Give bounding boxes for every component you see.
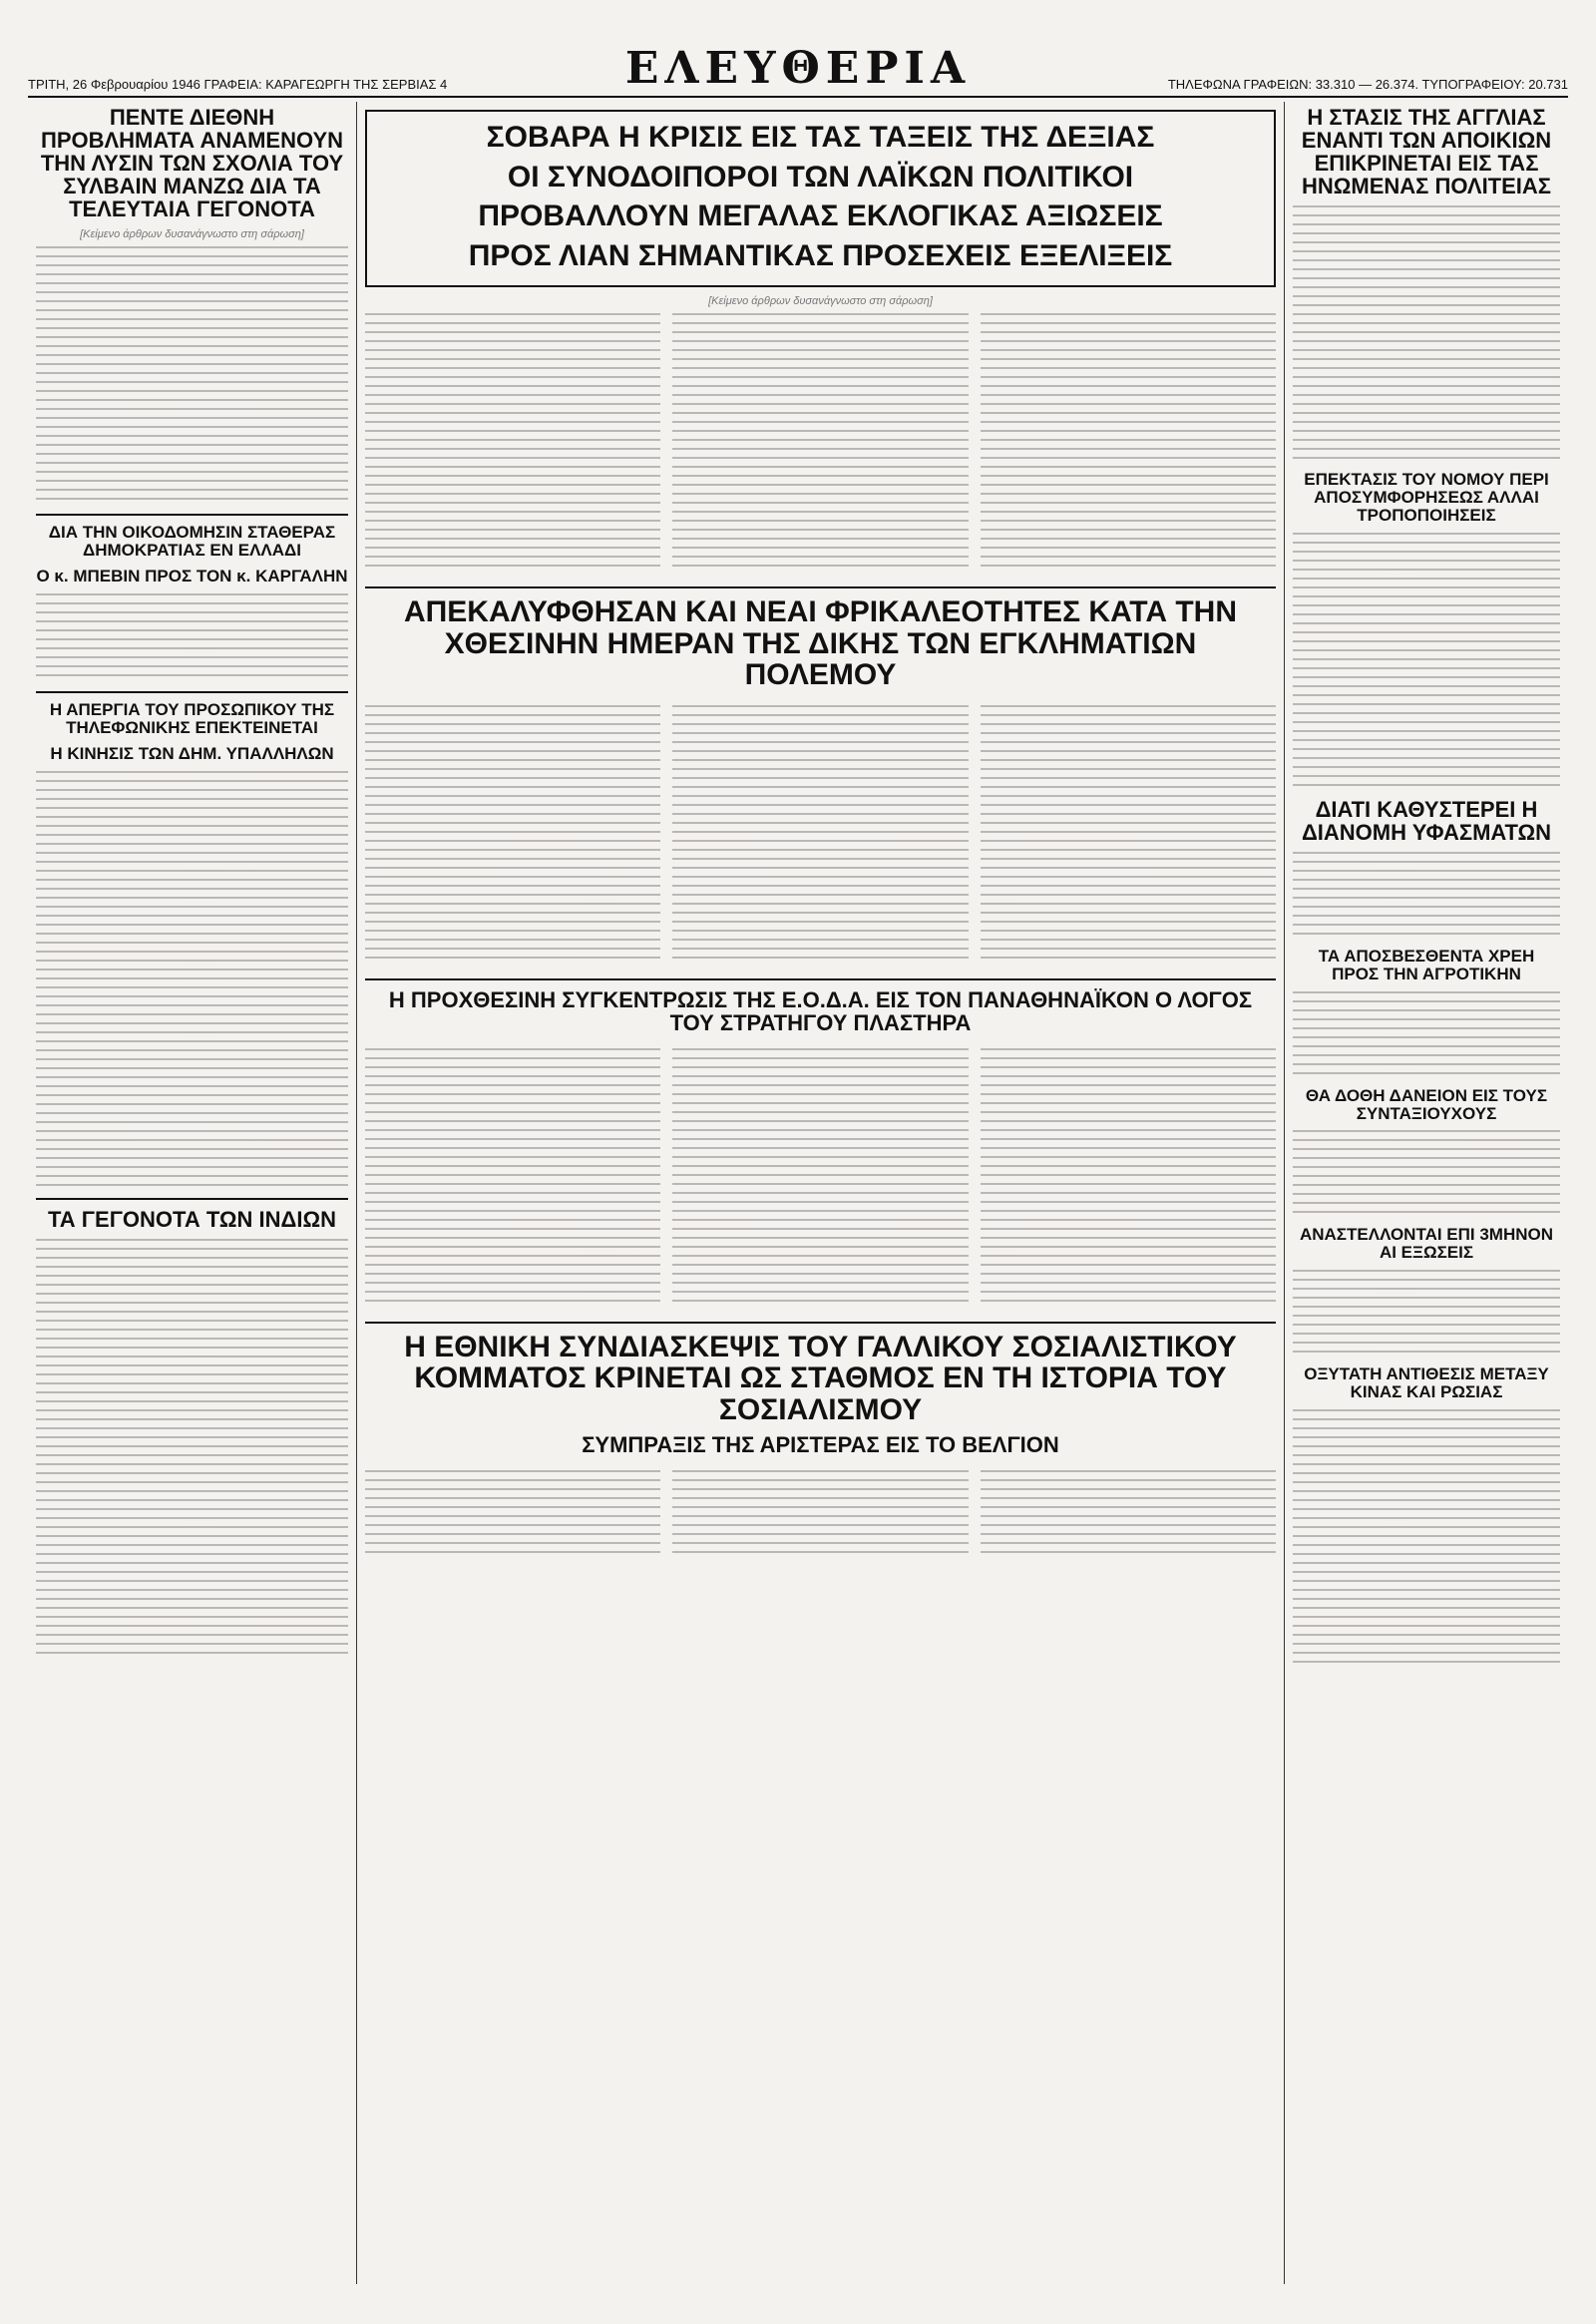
lead-headline-2: ΟΙ ΣΥΝΟΔΟΙΠΟΡΟΙ ΤΩΝ ΛΑΪΚΩΝ ΠΟΛΙΤΙΚΟΙ — [507, 160, 1134, 194]
headline-war-trials: ΑΠΕΚΑΛΥΦΘΗΣΑΝ ΚΑΙ ΝΕΑΙ ΦΡΙΚΑΛΕΟΤΗΤΕΣ ΚΑΤΑ ΤΗΝ ΧΘΕΣΙΝΗΝ ΗΜΕΡΑΝ ΤΗΣ ΔΙΚΗΣ ΤΩΝ ΕΓΚΛΗΜΑΤΙΩΝ ΠΟΛΕΜΟΥ — [403, 595, 1238, 691]
headline-col1-3b: Η ΚΙΝΗΣΙΣ ΤΩΝ ΔΗΜ. ΥΠΑΛΛΗΛΩΝ — [50, 743, 334, 763]
headline-col1-3: Η ΑΠΕΡΓΙΑ ΤΟΥ ΠΡΟΣΩΠΙΚΟΥ ΤΗΣ ΤΗΛΕΦΩΝΙΚΗΣ ΕΠΕΚΤΕΙΝΕΤΑΙ — [49, 700, 335, 737]
column-center: ΣΟΒΑΡΑ Η ΚΡΙΣΙΣ ΕΙΣ ΤΑΣ ΤΑΞΕΙΣ ΤΗΣ ΔΕΞΙΑΣ ΟΙ ΣΥΝΟΔΟΙΠΟΡΟΙ ΤΩΝ ΛΑΪΚΩΝ ΠΟΛΙΤΙΚΟΙ ΠΡΟΒΑΛΛΟΥΝ ΜΕΓΑΛΑΣ ΕΚΛΟΓΙΚΑΣ ΑΞΙΩΣΕΙΣ ΠΡΟΣ ΛΙΑΝ ΣΗΜΑΝΤΙΚΑΣ ΠΡΟΣΕΧΕΙΣ ΕΞΕΛΙΞΕΙΣ [Κείμενο άρθρων δυσανάγνωστο στη σάρωση] ΑΠΕΚΑΛΥΦΘΗΣΑΝ ΚΑΙ ΝΕΑΙ ΦΡΙΚΑΛΕΟΤΗΤΕΣ ΚΑΤΑ ΤΗΝ ΧΘΕΣΙΝΗΝ ΗΜΕΡΑΝ ΤΗΣ ΔΙΚΗΣ ΤΩΝ ΕΓΚΛΗΜΑΤΙΩΝ ΠΟΛΕΜΟΥ Η ΠΡΟΧΘΕΣΙΝΗ ΣΥΓΚΕΝΤΡΩΣΙΣ ΤΗΣ Ε.Ο.Δ.Α. ΕΙΣ ΤΟΝ ΠΑΝΑΘΗΝΑΪΚΟΝ Ο ΛΟΓΟΣ ΤΟΥ ΣΤΡΑΤΗΓΟΥ ΠΛΑΣΤΗΡΑ Η ΕΘΝΙΚΗ ΣΥΝΔΙΑΣΚΕΨΙΣ ΤΟΥ ΓΑΛΛΙΚΟΥ ΣΟΣΙΑΛΙΣΤΙΚΟΥ ΚΟΜΜΑΤΟΣ ΚΡΙΝΕΤΑΙ ΩΣ ΣΤΑΘΜΟΣ ΕΝ ΤΗ ΙΣΤΟΡΙΑ ΤΟΥ ΣΟΣΙΑΛΙΣΜΟΥ ΣΥΜΠΡΑΞΙΣ ΤΗΣ ΑΡΙΣΤΕΡΑΣ ΕΙΣ ΤΟ ΒΕΛΓΙΟΝ — [357, 102, 1285, 2284]
headline-col3-2: ΕΠΕΚΤΑΣΙΣ ΤΟΥ ΝΟΜΟΥ ΠΕΡΙ ΑΠΟΣΥΜΦΟΡΗΣΕΩΣ ΑΛΛΑΙ ΤΡΟΠΟΠΟΙΗΣΕΙΣ — [1304, 470, 1549, 526]
masthead-date: ΤΡΙΤΗ, 26 Φεβρουαρίου 1946 ΓΡΑΦΕΙΑ: ΚΑΡΑΓΕΩΡΓΗ ΤΗΣ ΣΕΡΒΙΑΣ 4 — [28, 77, 448, 92]
lead-headline-4: ΠΡΟΣ ΛΙΑΝ ΣΗΜΑΝΤΙΚΑΣ ΠΡΟΣΕΧΕΙΣ ΕΞΕΛΙΞΕΙΣ — [468, 238, 1173, 272]
headline-belgium: ΣΥΜΠΡΑΞΙΣ ΤΗΣ ΑΡΙΣΤΕΡΑΣ ΕΙΣ ΤΟ ΒΕΛΓΙΟΝ — [582, 1432, 1059, 1458]
headline-col3-1: Η ΣΤΑΣΙΣ ΤΗΣ ΑΓΓΛΙΑΣ ΕΝΑΝΤΙ ΤΩΝ ΑΠΟΙΚΙΩΝ ΕΠΙΚΡΙΝΕΤΑΙ ΕΙΣ ΤΑΣ ΗΝΩΜΕΝΑΣ ΠΟΛΙΤΕΙΑΣ — [1301, 105, 1552, 199]
headline-col3-7: ΟΞΥΤΑΤΗ ΑΝΤΙΘΕΣΙΣ ΜΕΤΑΞΥ ΚΙΝΑΣ ΚΑΙ ΡΩΣΙΑΣ — [1304, 1364, 1549, 1401]
masthead — [28, 43, 1568, 98]
headline-col1-2b: Ο κ. ΜΠΕΒΙΝ ΠΡΟΣ ΤΟΝ κ. ΚΑΡΓΑΛΗΝ — [36, 567, 348, 586]
newspaper-title: ΕΛΕΥΘΕΡΙΑ — [624, 43, 972, 94]
headline-col3-3: ΔΙΑΤΙ ΚΑΘΥΣΤΕΡΕΙ Η ΔΙΑΝΟΜΗ ΥΦΑΣΜΑΤΩΝ — [1301, 796, 1552, 845]
headline-col1-1: ΠΕΝΤΕ ΔΙΕΘΝΗ ΠΡΟΒΛΗΜΑΤΑ ΑΝΑΜΕΝΟΥΝ ΤΗΝ ΛΥΣΙΝ ΤΩΝ ΣΧΟΛΙΑ ΤΟΥ ΣΥΛΒΑΙΝ ΜΑΝΖΩ ΔΙΑ ΤΑ ΤΕΛΕΥΤΑΙΑ ΓΕΓΟΝΟΤΑ — [40, 105, 344, 222]
lead-headline-1: ΣΟΒΑΡΑ Η ΚΡΙΣΙΣ ΕΙΣ ΤΑΣ ΤΑΞΕΙΣ ΤΗΣ ΔΕΞΙΑΣ — [486, 121, 1155, 154]
column-right — [1285, 102, 1568, 2284]
headline-plastiras: Η ΠΡΟΧΘΕΣΙΝΗ ΣΥΓΚΕΝΤΡΩΣΙΣ ΤΗΣ Ε.Ο.Δ.Α. ΕΙΣ ΤΟΝ ΠΑΝΑΘΗΝΑΪΚΟΝ Ο ΛΟΓΟΣ ΤΟΥ ΣΤΡΑΤΗΓΟΥ ΠΛΑΣΤΗΡΑ — [388, 986, 1253, 1035]
headline-col3-5: ΘΑ ΔΟΘΗ ΔΑΝΕΙΟΝ ΕΙΣ ΤΟΥΣ ΣΥΝΤΑΞΙΟΥΧΟΥΣ — [1305, 1085, 1548, 1123]
headline-french-socialists: Η ΕΘΝΙΚΗ ΣΥΝΔΙΑΣΚΕΨΙΣ ΤΟΥ ΓΑΛΛΙΚΟΥ ΣΟΣΙΑΛΙΣΤΙΚΟΥ ΚΟΜΜΑΤΟΣ ΚΡΙΝΕΤΑΙ ΩΣ ΣΤΑΘΜΟΣ ΕΝ ΤΗ ΙΣΤΟΡΙΑ ΤΟΥ ΣΟΣΙΑΛΙΣΜΟΥ — [404, 1330, 1237, 1426]
headline-col1-4: ΤΑ ΓΕΓΟΝΟΤΑ ΤΩΝ ΙΝΔΙΩΝ — [48, 1206, 336, 1232]
masthead-phones: ΤΗΛΕΦΩΝΑ ΓΡΑΦΕΙΩΝ: 33.310 — 26.374. ΤΥΠΟΓΡΑΦΕΙΟΥ: 20.731 — [1167, 77, 1568, 92]
headline-col3-4: ΤΑ ΑΠΟΣΒΕΣΘΕΝΤΑ ΧΡΕΗ ΠΡΟΣ ΤΗΝ ΑΓΡΟΤΙΚΗΝ — [1318, 947, 1535, 983]
lead-headline-3: ΠΡΟΒΑΛΛΟΥΝ ΜΕΓΑΛΑΣ ΕΚΛΟΓΙΚΑΣ ΑΞΙΩΣΕΙΣ — [478, 199, 1163, 232]
headline-col3-6: ΑΝΑΣΤΕΛΛΟΝΤΑΙ ΕΠΙ 3ΜΗΝΟΝ ΑΙ ΕΞΩΣΕΙΣ — [1299, 1225, 1554, 1263]
column-left: ΠΕΝΤΕ ΔΙΕΘΝΗ ΠΡΟΒΛΗΜΑΤΑ ΑΝΑΜΕΝΟΥΝ ΤΗΝ ΛΥΣΙΝ ΤΩΝ ΣΧΟΛΙΑ ΤΟΥ ΣΥΛΒΑΙΝ ΜΑΝΖΩ ΔΙΑ ΤΑ ΤΕΛΕΥΤΑΙΑ ΓΕΓΟΝΟΤΑ [Κείμενο άρθρων δυσανάγνωστο στη σάρωση] ΔΙΑ ΤΗΝ ΟΙΚΟΔΟΜΗΣΙΝ ΣΤΑΘΕΡΑΣ ΔΗΜΟΚΡΑΤΙΑΣ ΕΝ ΕΛΛΑΔΙ Ο κ. ΜΠΕΒΙΝ ΠΡΟΣ ΤΟΝ κ. ΚΑΡΓΑΛΗΝ Η ΑΠΕΡΓΙΑ ΤΟΥ ΠΡΟΣΩΠΙΚΟΥ ΤΗΣ ΤΗΛΕΦΩΝΙΚΗΣ ΕΠΕΚΤΕΙΝΕΤΑΙ Η ΚΙΝΗΣΙΣ ΤΩΝ ΔΗΜ. ΥΠΑΛΛΗΛΩΝ ΤΑ ΓΕΓΟΝΟΤΑ ΤΩΝ ΙΝΔΙΩΝ — [28, 102, 357, 2284]
headline-col1-2: ΔΙΑ ΤΗΝ ΟΙΚΟΔΟΜΗΣΙΝ ΣΤΑΘΕΡΑΣ ΔΗΜΟΚΡΑΤΙΑΣ ΕΝ ΕΛΛΑΔΙ — [48, 523, 336, 561]
